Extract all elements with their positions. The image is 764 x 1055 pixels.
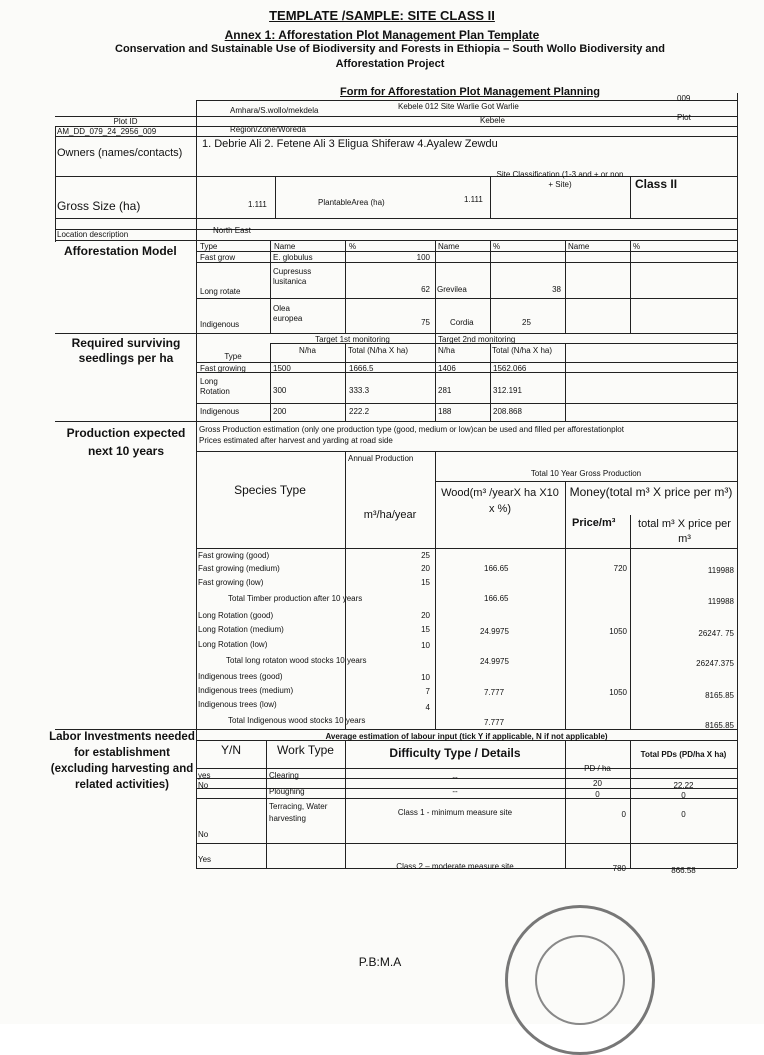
table-row: Yes bbox=[198, 855, 212, 864]
table-row: 1500 bbox=[273, 364, 291, 373]
target-1-label: Target 1st monitoring bbox=[315, 335, 390, 344]
table-row: 62 bbox=[421, 285, 430, 294]
table-row: Fast growing bbox=[200, 364, 246, 373]
labor-col-yn: Y/N bbox=[220, 743, 241, 757]
table-row: 166.65 bbox=[484, 594, 509, 603]
target-2-label: Target 2nd monitoring bbox=[438, 335, 516, 344]
table-row: 1406 bbox=[438, 364, 456, 373]
species-type-header: Species Type bbox=[234, 483, 306, 497]
table-row: 7 bbox=[425, 687, 430, 696]
table-row: Total Timber production after 10 years bbox=[228, 594, 363, 603]
table-row: -- bbox=[452, 787, 458, 796]
table-row: 1050 bbox=[609, 688, 627, 697]
table-row: 188 bbox=[438, 407, 452, 416]
seed-col-nha2: N/ha bbox=[438, 346, 455, 355]
table-row: 15 bbox=[421, 625, 430, 634]
table-row: Long Rotation bbox=[200, 377, 230, 396]
aff-col-type: Type bbox=[200, 242, 218, 251]
plot-label: Plot bbox=[677, 113, 691, 122]
table-row: 10 bbox=[421, 641, 430, 650]
table-row: Total long rotaton wood stocks 10 years bbox=[226, 656, 367, 665]
labor-col-total-pds: Total PDs (PD/ha X ha) bbox=[640, 750, 727, 759]
table-row: 300 bbox=[273, 386, 287, 395]
table-row: 7.777 bbox=[484, 718, 505, 727]
labor-col-difficulty: Difficulty Type / Details bbox=[389, 746, 521, 760]
table-row: Indigenous trees (good) bbox=[198, 672, 283, 681]
table-row: 26247.375 bbox=[696, 659, 734, 668]
table-row: Class 1 - minimum measure site bbox=[397, 808, 513, 817]
table-row: 1562.066 bbox=[493, 364, 527, 373]
region-value: Amhara/S.wollo/mekdela bbox=[230, 106, 319, 115]
aff-col-pct3: % bbox=[633, 242, 641, 251]
table-row: 119988 bbox=[707, 566, 734, 575]
table-row: Cordia bbox=[450, 318, 474, 327]
table-row: 720 bbox=[613, 564, 627, 573]
table-row: Long Rotation (good) bbox=[198, 611, 274, 620]
table-row: No bbox=[198, 781, 209, 790]
plantable-area-label: PlantableArea (ha) bbox=[318, 198, 385, 207]
table-row: 26247. 75 bbox=[698, 629, 734, 638]
table-row: Fast growing (good) bbox=[198, 551, 270, 560]
form-title: Form for Afforestation Plot Management Planning bbox=[340, 86, 600, 98]
table-row: 281 bbox=[438, 386, 452, 395]
price-header: Price/m³ bbox=[572, 517, 616, 529]
table-row: Cupresuss lusitanica bbox=[273, 267, 312, 286]
aff-col-name3: Name bbox=[568, 242, 590, 251]
footer-initials: P.B:M.A bbox=[358, 955, 402, 969]
table-row: Fast growing (low) bbox=[198, 578, 264, 587]
table-row: 166.65 bbox=[484, 564, 509, 573]
seed-col-type: Type bbox=[224, 352, 242, 361]
labor-col-pdha: PD / ha bbox=[584, 764, 611, 773]
kebele-value: Kebele 012 Site Warlie Got Warlie bbox=[398, 102, 519, 111]
table-row: Indigenous bbox=[200, 407, 240, 416]
table-row: 24.9975 bbox=[480, 657, 509, 666]
table-row: Ploughing bbox=[269, 787, 305, 796]
table-row: 10 bbox=[421, 673, 430, 682]
table-row: -- bbox=[452, 773, 458, 782]
table-row: 20 bbox=[421, 611, 430, 620]
table-row: 8165.85 bbox=[705, 721, 734, 730]
production-label: Production expected next 10 years bbox=[66, 426, 186, 458]
afforestation-model-label: Afforestation Model bbox=[64, 244, 177, 258]
table-row: 4 bbox=[425, 703, 430, 712]
table-row: 780 bbox=[612, 864, 626, 873]
site-class-label: Site Classification (1-3 and + or non + Site) bbox=[496, 170, 624, 189]
plot-id-value: AM_DD_079_24_2956_009 bbox=[57, 127, 157, 136]
table-row: Grevilea bbox=[437, 285, 467, 294]
table-row: yes bbox=[198, 771, 211, 780]
aff-col-pct1: % bbox=[349, 242, 357, 251]
aff-col-pct2: % bbox=[493, 242, 501, 251]
site-class-value: Class II bbox=[635, 177, 678, 191]
owners-value: 1. Debrie Ali 2. Fetene Ali 3 Eligua Shiferaw 4.Ayalew Zewdu bbox=[202, 138, 498, 150]
aff-col-name2: Name bbox=[438, 242, 460, 251]
table-row: 0 bbox=[681, 791, 686, 800]
table-row: Indigenous trees (low) bbox=[198, 700, 277, 709]
table-row: Long Rotation (medium) bbox=[198, 625, 284, 634]
table-row: Olea europea bbox=[273, 304, 303, 323]
table-row: Fast growing (medium) bbox=[198, 564, 280, 573]
project-title: Conservation and Sustainable Use of Biodiversity and Forests in Ethiopia – South Wollo Biodiversity and Afforestation Project bbox=[115, 43, 665, 70]
wood-header: Wood(m³ /yearX ha X10 x %) bbox=[441, 487, 559, 515]
table-row: 22.22 bbox=[673, 781, 694, 790]
table-row: 20 bbox=[421, 564, 430, 573]
kebele-label: Kebele bbox=[480, 116, 505, 125]
aff-col-name1: Name bbox=[274, 242, 296, 251]
labor-label: Labor Investments needed for establishment (excluding harvesting and related activities) bbox=[49, 731, 195, 791]
table-row: 100 bbox=[416, 253, 430, 262]
table-row: 8165.85 bbox=[705, 691, 734, 700]
table-row: 7.777 bbox=[484, 688, 505, 697]
table-row: 0 bbox=[681, 810, 686, 819]
table-row: 75 bbox=[421, 318, 430, 327]
production-note: Gross Production estimation (only one production type (good, medium or low)can be used and filled per afforestationplot Prices estimated after harvest and yarding at road side bbox=[199, 425, 624, 445]
table-row: Terracing, Water harvesting bbox=[269, 802, 328, 823]
annex-title: Annex 1: Afforestation Plot Management Plan Template bbox=[224, 28, 540, 42]
location-value: North East bbox=[213, 226, 251, 235]
annual-production-header: Annual Production bbox=[348, 454, 414, 463]
money-header: Money(total m³ X price per m³) bbox=[569, 485, 733, 499]
table-row: No bbox=[198, 830, 209, 839]
official-stamp-inner bbox=[535, 935, 625, 1025]
total-m3-header: total m³ X price per m³ bbox=[638, 518, 731, 545]
table-row: 222.2 bbox=[349, 407, 370, 416]
table-row: Indigenous bbox=[200, 320, 240, 329]
table-row: Indigenous trees (medium) bbox=[198, 686, 294, 695]
owners-label: Owners (names/contacts) bbox=[57, 147, 183, 159]
table-row: Total Indigenous wood stocks 10 years bbox=[228, 716, 366, 725]
table-row: 20 bbox=[593, 779, 602, 788]
plot-number: 009 bbox=[677, 94, 691, 103]
table-row: 119988 bbox=[707, 597, 734, 606]
plot-id-label: Plot ID bbox=[113, 117, 138, 126]
template-title: TEMPLATE /SAMPLE: SITE CLASS II bbox=[269, 8, 495, 23]
labor-average-note: Average estimation of labour input (tick Y if applicable, N if not applicable) bbox=[325, 732, 608, 741]
table-row: 38 bbox=[552, 285, 561, 294]
table-row: Class 2 – moderate measure site bbox=[396, 862, 514, 871]
plantable-area-value: 1.111 bbox=[464, 195, 483, 204]
table-row: 0 bbox=[595, 790, 600, 799]
table-row: 1666.5 bbox=[349, 364, 374, 373]
table-row: 1050 bbox=[609, 627, 627, 636]
table-row: 25 bbox=[522, 318, 531, 327]
labor-col-work: Work Type bbox=[277, 743, 334, 757]
table-row: 0 bbox=[621, 810, 626, 819]
annual-unit-header: m³/ha/year bbox=[363, 509, 417, 521]
table-row: Long rotate bbox=[200, 287, 241, 296]
total-10yr-header: Total 10 Year Gross Production bbox=[530, 469, 642, 478]
gross-size-value: 1.111 bbox=[248, 200, 267, 209]
table-row: Long Rotation (low) bbox=[198, 640, 268, 649]
region-label: Region/Zone/Woreda bbox=[230, 125, 306, 134]
table-row: Clearing bbox=[269, 771, 299, 780]
table-row: 312.191 bbox=[493, 386, 522, 395]
seedlings-label: Required surviving seedlings per ha bbox=[71, 336, 181, 365]
table-row: Fast grow bbox=[200, 253, 236, 262]
table-row: 200 bbox=[273, 407, 287, 416]
seed-col-total1: Total (N/ha X ha) bbox=[348, 346, 409, 355]
table-row: 208.868 bbox=[493, 407, 522, 416]
table-row: 333.3 bbox=[349, 386, 370, 395]
table-row: 866.58 bbox=[671, 866, 696, 875]
table-row: 15 bbox=[421, 578, 430, 587]
table-row: 24.9975 bbox=[480, 627, 509, 636]
location-label: Location description bbox=[57, 230, 129, 239]
seed-col-total2: Total (N/ha X ha) bbox=[492, 346, 553, 355]
gross-size-label: Gross Size (ha) bbox=[57, 199, 141, 213]
table-row: 25 bbox=[421, 551, 430, 560]
seed-col-nha1: N/ha bbox=[299, 346, 316, 355]
table-row: E. globulus bbox=[273, 253, 313, 262]
